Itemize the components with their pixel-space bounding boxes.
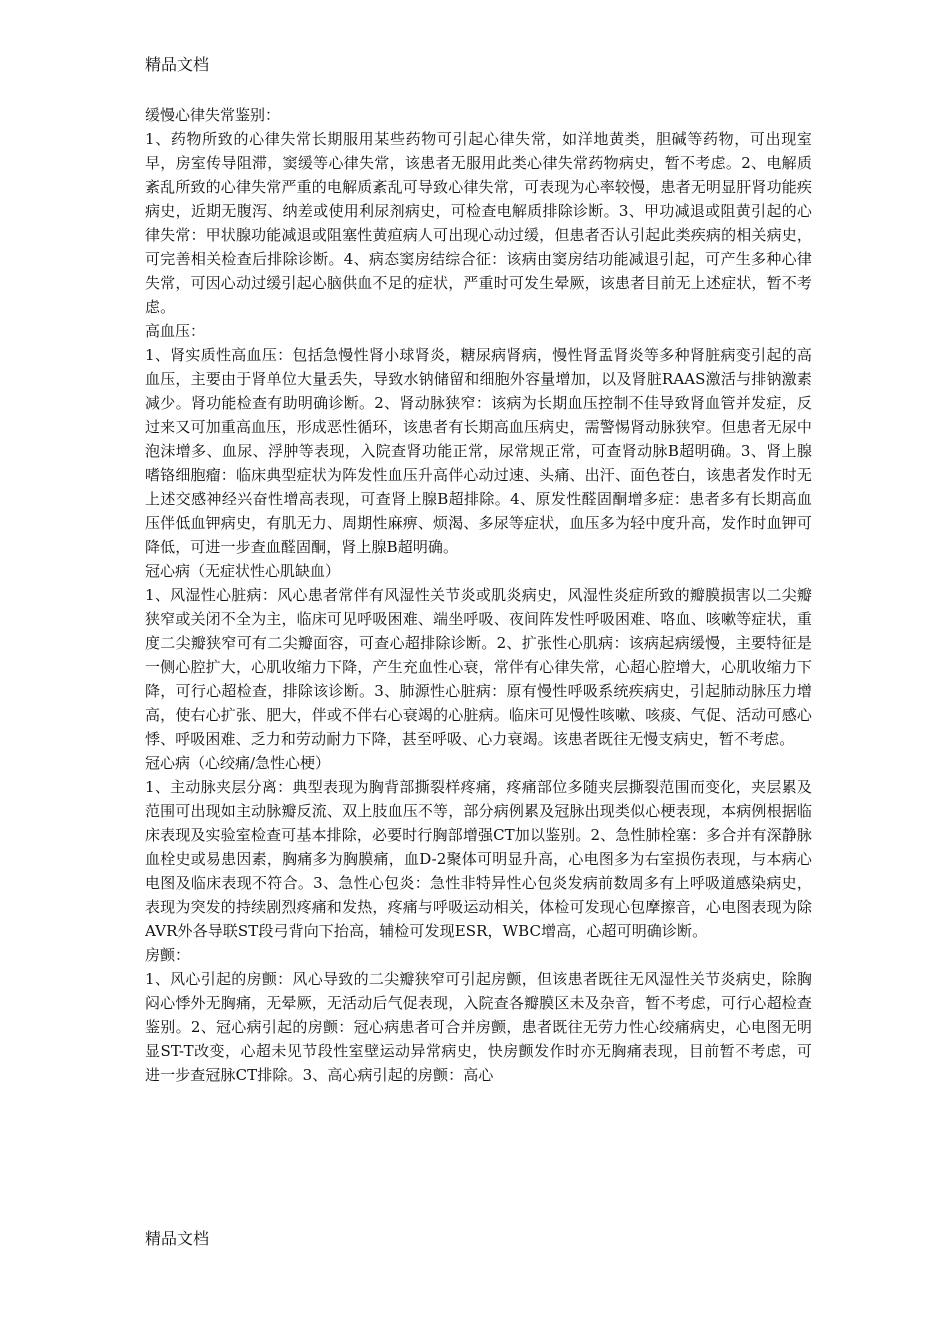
page-footer: 精品文档 — [145, 1229, 210, 1248]
section-paragraph: 1、风湿性心脏病：风心患者常伴有风湿性关节炎或肌炎病史，风湿性炎症所致的瓣膜损害以二尖瓣狭窄或关闭不全为主，临床可见呼吸困难、端坐呼吸、夜间阵发性呼吸困难、咯血、咳嗽等症状，重度二尖瓣狭窄可有二尖瓣面容，可查心超排除诊断。2、扩张性心肌病：该病起病缓慢，主要特征是一侧心腔扩大，心肌收缩力下降，产生充血性心衰，常伴有心律失常，心超心腔增大，心肌收缩力下降，可行心超检查，排除该诊断。3、肺源性心脏病：原有慢性呼吸系统疾病史，引起肺动脉压力增高，使右心扩张、肥大，伴或不伴右心衰竭的心脏病。临床可见慢性咳嗽、咳痰、气促、活动可感心悸、呼吸困难、乏力和劳动耐力下降，甚至呼吸、心力衰竭。该患者既往无慢支病史，暂不考虑。 — [145, 586, 812, 748]
section-bradyarrhythmia — [145, 103, 812, 319]
section-angina-mi — [145, 751, 812, 943]
section-title: 高血压： — [145, 322, 206, 340]
section-hypertension — [145, 319, 812, 559]
page-header: 精品文档 — [145, 55, 210, 74]
section-paragraph: 1、药物所致的心律失常长期服用某些药物可引起心律失常，如洋地黄类，胆碱等药物，可出现室早，房室传导阻滞，窦缓等心律失常，该患者无服用此类心律失常药物病史，暂不考虑。2、电解质紊乱所致的心律失常严重的电解质紊乱可导致心律失常，可表现为心率较慢，患者无明显肝肾功能疾病史，近期无腹泻、纳差或使用利尿剂病史，可检查电解质排除诊断。3、甲功减退或阻黄引起的心律失常：甲状腺功能减退或阻塞性黄疸病人可出现心动过缓，但患者否认引起此类疾病的相关病史，可完善相关检查后排除诊断。4、病态窦房结综合征：该病由窦房结功能减退引起，可产生多种心律失常，可因心动过缓引起心脑供血不足的症状，严重时可发生晕厥，该患者目前无上述症状，暂不考虑。 — [145, 130, 812, 316]
section-paragraph: 1、风心引起的房颤：风心导致的二尖瓣狭窄可引起房颤，但该患者既往无风湿性关节炎病史，除胸闷心悸外无胸痛，无晕厥，无活动后气促表现，入院查各瓣膜区未及杂音，暂不考虑，可行心超检查鉴别。2、冠心病引起的房颤：冠心病患者可合并房颤，患者既往无劳力性心绞痛病史，心电图无明显ST-T改变，心超未见节段性室壁运动异常病史，快房颤发作时亦无胸痛表现，目前暂不考虑，可进一步查冠脉CT排除。3、高心病引起的房颤：高心 — [145, 970, 812, 1084]
section-paragraph: 1、肾实质性高血压：包括急慢性肾小球肾炎，糖尿病肾病，慢性肾盂肾炎等多种肾脏病变引起的高血压，主要由于肾单位大量丢失，导致水钠储留和细胞外容量增加，以及肾脏RAAS激活与排钠激素减少。肾功能检查有助明确诊断。2、肾动脉狭窄：该病为长期血压控制不佳导致肾血管并发症，反过来又可加重高血压，形成恶性循环，该患者有长期高血压病史，需警惕肾动脉狭窄。但患者无尿中泡沫增多、血尿、浮肿等表现，入院查肾功能正常，尿常规正常，可查肾动脉B超明确。3、肾上腺嗜铬细胞瘤：临床典型症状为阵发性血压升高伴心动过速、头痛、出汗、面色苍白，该患者发作时无上述交感神经兴奋性增高表现，可查肾上腺B超排除。4、原发性醛固酮增多症：患者多有长期高血压伴低血钾病史，有肌无力、周期性麻痹、烦渴、多尿等症状，血压多为轻中度升高，发作时血钾可降低，可进一步查血醛固酮，肾上腺B超明确。 — [145, 346, 812, 556]
section-title: 房颤： — [145, 946, 191, 964]
section-paragraph: 1、主动脉夹层分离：典型表现为胸背部撕裂样疼痛，疼痛部位多随夹层撕裂范围而变化，夹层累及范围可出现如主动脉瓣反流、双上肢血压不等，部分病例累及冠脉出现类似心梗表现，本病例根据临床表现及实验室检查可基本排除，必要时行胸部增强CT加以鉴别。2、急性肺栓塞：多合并有深静脉血栓史或易患因素，胸痛多为胸膜痛，血D-2聚体可明显升高，心电图多为右室损伤表现，与本病心电图及临床表现不符合。3、急性心包炎：急性非特异性心包炎发病前数周多有上呼吸道感染病史，表现为突发的持续剧烈疼痛和发热，疼痛与呼吸运动相关，体检可发现心包摩擦音，心电图表现为除AVR外各导联ST段弓背向下抬高，辅检可发现ESR，WBC增高，心超可明确诊断。 — [145, 778, 812, 940]
section-title: 冠心病（心绞痛/急性心梗） — [145, 754, 331, 772]
document-body — [145, 103, 812, 1213]
section-silent-ischemia — [145, 559, 812, 751]
section-title: 缓慢心律失常鉴别： — [145, 106, 281, 124]
section-atrial-fibrillation — [145, 943, 812, 1087]
section-title: 冠心病（无症状性心肌缺血） — [145, 562, 341, 580]
